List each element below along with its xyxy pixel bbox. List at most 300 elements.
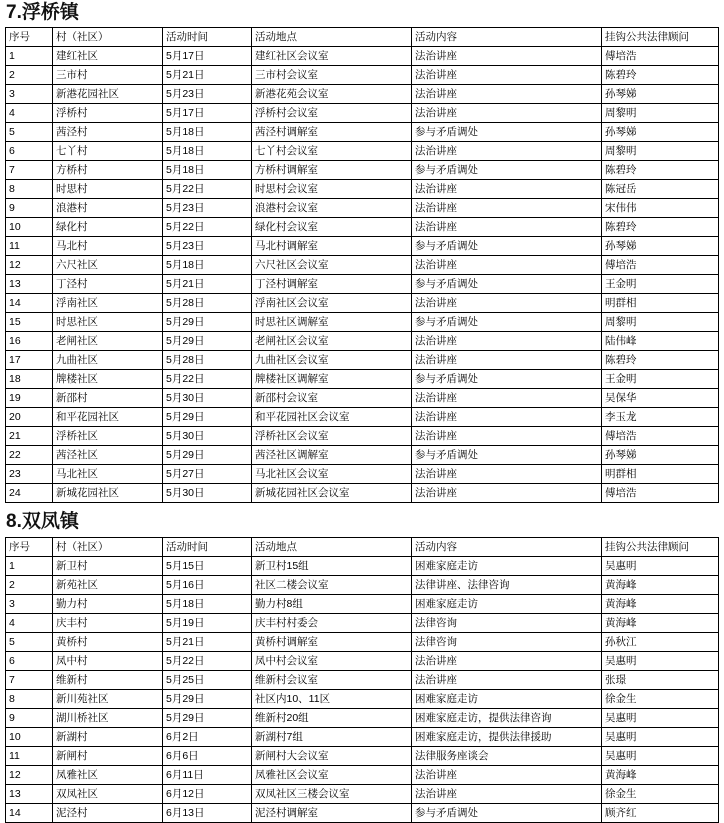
cell-village xyxy=(53,237,163,256)
cell-index xyxy=(6,427,53,446)
cell-text: 14 xyxy=(9,807,21,819)
cell-content xyxy=(412,66,602,85)
cell-text: 法治讲座 xyxy=(415,655,457,667)
cell-village xyxy=(53,332,163,351)
cell-content xyxy=(412,804,602,823)
cell-text: 5月28日 xyxy=(166,297,205,309)
cell-text: 困难家庭走访，提供法律咨询 xyxy=(415,712,552,724)
cell-content xyxy=(412,389,602,408)
cell-text: 5月29日 xyxy=(166,712,205,724)
cell-village xyxy=(53,389,163,408)
cell-advisor xyxy=(602,465,719,484)
cell-text: 九曲社区 xyxy=(56,354,98,366)
cell-advisor xyxy=(602,199,719,218)
cell-text: 黄海峰 xyxy=(605,769,637,781)
cell-content xyxy=(412,161,602,180)
cell-place xyxy=(252,557,412,576)
header-text: 活动内容 xyxy=(415,31,457,43)
cell-place xyxy=(252,766,412,785)
cell-text: 陈碧玲 xyxy=(605,354,637,366)
cell-place xyxy=(252,332,412,351)
cell-text: 维新村会议室 xyxy=(255,674,318,686)
cell-time xyxy=(163,47,252,66)
cell-place xyxy=(252,709,412,728)
col-header-advisor xyxy=(602,538,719,557)
cell-text: 6月11日 xyxy=(166,769,204,781)
cell-index xyxy=(6,294,53,313)
cell-text: 参与矛盾调处 xyxy=(415,240,478,252)
cell-text: 傅培浩 xyxy=(605,50,637,62)
cell-text: 新邵村会议室 xyxy=(255,392,318,404)
cell-text: 10 xyxy=(9,731,21,743)
cell-index xyxy=(6,766,53,785)
cell-time xyxy=(163,256,252,275)
table-row xyxy=(6,389,719,408)
cell-text: 绿化村 xyxy=(56,221,88,233)
cell-text: 凤雅社区 xyxy=(56,769,98,781)
cell-advisor xyxy=(602,351,719,370)
cell-time xyxy=(163,161,252,180)
cell-index xyxy=(6,614,53,633)
cell-text: 法治讲座 xyxy=(415,107,457,119)
cell-advisor xyxy=(602,408,719,427)
cell-advisor xyxy=(602,747,719,766)
cell-time xyxy=(163,633,252,652)
cell-index xyxy=(6,408,53,427)
cell-time xyxy=(163,728,252,747)
cell-text: 凤中村 xyxy=(56,655,88,667)
cell-text: 5月28日 xyxy=(166,354,205,366)
cell-text: 5月29日 xyxy=(166,411,205,423)
header-text: 序号 xyxy=(9,541,30,553)
cell-text: 6 xyxy=(9,145,15,157)
cell-text: 13 xyxy=(9,278,21,290)
cell-text: 浮南社区 xyxy=(56,297,98,309)
cell-text: 浮桥社区 xyxy=(56,430,98,442)
cell-index xyxy=(6,709,53,728)
cell-village xyxy=(53,161,163,180)
cell-text: 吴惠明 xyxy=(605,560,637,572)
cell-village xyxy=(53,690,163,709)
cell-advisor xyxy=(602,446,719,465)
cell-text: 新城花园社区 xyxy=(56,487,119,499)
cell-village xyxy=(53,294,163,313)
cell-text: 5月21日 xyxy=(166,278,205,290)
cell-time xyxy=(163,690,252,709)
cell-text: 16 xyxy=(9,335,21,347)
cell-text: 法律咨询 xyxy=(415,636,457,648)
cell-advisor xyxy=(602,104,719,123)
cell-text: 5月22日 xyxy=(166,221,205,233)
col-header-village xyxy=(53,28,163,47)
schedule-table-fuqiao xyxy=(5,27,719,503)
cell-index xyxy=(6,332,53,351)
cell-place xyxy=(252,576,412,595)
cell-content xyxy=(412,180,602,199)
cell-text: 绿化村会议室 xyxy=(255,221,318,233)
cell-advisor xyxy=(602,671,719,690)
cell-place xyxy=(252,294,412,313)
cell-text: 5月22日 xyxy=(166,373,205,385)
cell-text: 法治讲座 xyxy=(415,354,457,366)
cell-content xyxy=(412,633,602,652)
cell-text: 5月29日 xyxy=(166,335,205,347)
cell-content xyxy=(412,690,602,709)
cell-place xyxy=(252,484,412,503)
cell-text: 和平花园社区会议室 xyxy=(255,411,350,423)
cell-text: 七丫村 xyxy=(56,145,88,157)
cell-text: 马北社区 xyxy=(56,468,98,480)
cell-text: 18 xyxy=(9,373,21,385)
col-header-index xyxy=(6,538,53,557)
table-row xyxy=(6,614,719,633)
cell-village xyxy=(53,465,163,484)
cell-text: 六尺社区 xyxy=(56,259,98,271)
cell-advisor xyxy=(602,332,719,351)
cell-village xyxy=(53,633,163,652)
cell-text: 法治讲座 xyxy=(415,259,457,271)
cell-text: 12 xyxy=(9,259,21,271)
cell-advisor xyxy=(602,389,719,408)
cell-text: 牌楼社区调解室 xyxy=(255,373,329,385)
cell-text: 1 xyxy=(9,560,15,572)
table-body-shuangfeng xyxy=(6,557,719,823)
cell-advisor xyxy=(602,275,719,294)
cell-text: 5月18日 xyxy=(166,164,205,176)
cell-village xyxy=(53,256,163,275)
cell-time xyxy=(163,199,252,218)
cell-time xyxy=(163,180,252,199)
cell-content xyxy=(412,652,602,671)
cell-index xyxy=(6,237,53,256)
col-header-place xyxy=(252,28,412,47)
cell-text: 时思村 xyxy=(56,183,88,195)
cell-index xyxy=(6,275,53,294)
header-text: 村（社区） xyxy=(56,541,109,553)
cell-time xyxy=(163,804,252,823)
cell-text: 七丫村会议室 xyxy=(255,145,318,157)
cell-advisor xyxy=(602,47,719,66)
cell-text: 5月18日 xyxy=(166,126,205,138)
cell-place xyxy=(252,237,412,256)
cell-text: 12 xyxy=(9,769,21,781)
table-row xyxy=(6,408,719,427)
cell-text: 22 xyxy=(9,449,21,461)
cell-place xyxy=(252,218,412,237)
table-row xyxy=(6,595,719,614)
cell-index xyxy=(6,465,53,484)
cell-time xyxy=(163,85,252,104)
cell-text: 新闸村大会议室 xyxy=(255,750,329,762)
col-header-content xyxy=(412,28,602,47)
cell-time xyxy=(163,408,252,427)
cell-text: 吴惠明 xyxy=(605,750,637,762)
cell-time xyxy=(163,123,252,142)
cell-time xyxy=(163,446,252,465)
header-text: 活动内容 xyxy=(415,541,457,553)
table-header-shuangfeng xyxy=(6,538,719,557)
cell-text: 法治讲座 xyxy=(415,202,457,214)
cell-text: 明群相 xyxy=(605,468,637,480)
cell-advisor xyxy=(602,142,719,161)
cell-content xyxy=(412,199,602,218)
cell-text: 5 xyxy=(9,636,15,648)
cell-index xyxy=(6,180,53,199)
cell-index xyxy=(6,313,53,332)
cell-text: 方桥村 xyxy=(56,164,88,176)
cell-text: 六尺社区会议室 xyxy=(255,259,329,271)
cell-text: 9 xyxy=(9,712,15,724)
cell-text: 凤雅社区会议室 xyxy=(255,769,329,781)
cell-index xyxy=(6,123,53,142)
col-header-place xyxy=(252,538,412,557)
cell-text: 社区内10、11区 xyxy=(255,693,331,705)
cell-text: 时思村会议室 xyxy=(255,183,318,195)
cell-index xyxy=(6,85,53,104)
cell-text: 5月17日 xyxy=(166,50,205,62)
cell-place xyxy=(252,465,412,484)
header-text: 活动时间 xyxy=(166,31,208,43)
cell-text: 5月29日 xyxy=(166,693,205,705)
cell-advisor xyxy=(602,557,719,576)
cell-text: 徐金生 xyxy=(605,693,637,705)
cell-text: 困难家庭走访 xyxy=(415,598,478,610)
cell-content xyxy=(412,85,602,104)
cell-text: 5月22日 xyxy=(166,183,205,195)
cell-index xyxy=(6,256,53,275)
cell-text: 陆伟峰 xyxy=(605,335,637,347)
table-row xyxy=(6,465,719,484)
cell-text: 14 xyxy=(9,297,21,309)
cell-text: 三市村会议室 xyxy=(255,69,318,81)
cell-village xyxy=(53,557,163,576)
table-row xyxy=(6,218,719,237)
cell-village xyxy=(53,652,163,671)
cell-advisor xyxy=(602,85,719,104)
cell-text: 李玉龙 xyxy=(605,411,637,423)
cell-village xyxy=(53,85,163,104)
cell-content xyxy=(412,576,602,595)
cell-content xyxy=(412,446,602,465)
table-row xyxy=(6,161,719,180)
col-header-village xyxy=(53,538,163,557)
cell-index xyxy=(6,652,53,671)
cell-place xyxy=(252,199,412,218)
cell-text: 参与矛盾调处 xyxy=(415,807,478,819)
cell-text: 黄桥村调解室 xyxy=(255,636,318,648)
cell-content xyxy=(412,484,602,503)
table-row xyxy=(6,709,719,728)
cell-text: 6月12日 xyxy=(166,788,205,800)
cell-time xyxy=(163,294,252,313)
cell-text: 4 xyxy=(9,107,15,119)
header-row xyxy=(6,538,719,557)
table-row xyxy=(6,294,719,313)
cell-place xyxy=(252,614,412,633)
cell-time xyxy=(163,557,252,576)
cell-time xyxy=(163,275,252,294)
cell-village xyxy=(53,804,163,823)
cell-text: 法治讲座 xyxy=(415,674,457,686)
cell-text: 建红社区 xyxy=(56,50,98,62)
cell-text: 4 xyxy=(9,617,15,629)
cell-advisor xyxy=(602,576,719,595)
table-row xyxy=(6,484,719,503)
cell-village xyxy=(53,123,163,142)
cell-advisor xyxy=(602,66,719,85)
cell-text: 茜泾村 xyxy=(56,126,88,138)
table-row xyxy=(6,370,719,389)
cell-text: 新卫村 xyxy=(56,560,88,572)
cell-content xyxy=(412,294,602,313)
cell-time xyxy=(163,427,252,446)
table-row xyxy=(6,313,719,332)
cell-text: 法治讲座 xyxy=(415,221,457,233)
table-row xyxy=(6,576,719,595)
cell-text: 参与矛盾调处 xyxy=(415,316,478,328)
cell-text: 新苑社区 xyxy=(56,579,98,591)
cell-place xyxy=(252,313,412,332)
cell-text: 法治讲座 xyxy=(415,788,457,800)
cell-place xyxy=(252,161,412,180)
cell-text: 吴惠明 xyxy=(605,712,637,724)
cell-text: 明群相 xyxy=(605,297,637,309)
cell-text: 5月23日 xyxy=(166,240,205,252)
cell-advisor xyxy=(602,728,719,747)
cell-text: 5月23日 xyxy=(166,88,205,100)
col-header-advisor xyxy=(602,28,719,47)
cell-text: 孙琴娣 xyxy=(605,126,637,138)
cell-village xyxy=(53,709,163,728)
cell-text: 周黎明 xyxy=(605,107,637,119)
cell-text: 困难家庭走访，提供法律援助 xyxy=(415,731,552,743)
cell-place xyxy=(252,47,412,66)
cell-advisor xyxy=(602,427,719,446)
cell-text: 丁泾村 xyxy=(56,278,88,290)
cell-village xyxy=(53,142,163,161)
cell-place xyxy=(252,408,412,427)
table-row xyxy=(6,747,719,766)
table-body-fuqiao xyxy=(6,47,719,503)
cell-text: 黄海峰 xyxy=(605,579,637,591)
cell-text: 5月18日 xyxy=(166,598,205,610)
cell-text: 新湖村7组 xyxy=(255,731,303,743)
table-row xyxy=(6,427,719,446)
cell-text: 1 xyxy=(9,50,15,62)
cell-time xyxy=(163,313,252,332)
cell-text: 新卫村15组 xyxy=(255,560,309,572)
cell-advisor xyxy=(602,161,719,180)
cell-advisor xyxy=(602,218,719,237)
header-row xyxy=(6,28,719,47)
cell-index xyxy=(6,576,53,595)
cell-text: 孙琴娣 xyxy=(605,240,637,252)
table-row xyxy=(6,690,719,709)
cell-text: 21 xyxy=(9,430,21,442)
cell-text: 参与矛盾调处 xyxy=(415,164,478,176)
cell-time xyxy=(163,351,252,370)
cell-village xyxy=(53,576,163,595)
cell-text: 和平花园社区 xyxy=(56,411,119,423)
cell-village xyxy=(53,671,163,690)
cell-text: 17 xyxy=(9,354,21,366)
cell-content xyxy=(412,671,602,690)
cell-text: 马北村调解室 xyxy=(255,240,318,252)
cell-content xyxy=(412,785,602,804)
cell-village xyxy=(53,313,163,332)
cell-text: 吴惠明 xyxy=(605,731,637,743)
cell-text: 老闸社区 xyxy=(56,335,98,347)
cell-text: 浮南社区会议室 xyxy=(255,297,329,309)
section-title-fuqiao: 7.浮桥镇 xyxy=(6,2,79,23)
cell-index xyxy=(6,484,53,503)
cell-text: 23 xyxy=(9,468,21,480)
cell-index xyxy=(6,728,53,747)
cell-text: 5月18日 xyxy=(166,259,205,271)
cell-place xyxy=(252,389,412,408)
cell-text: 吴惠明 xyxy=(605,655,637,667)
cell-text: 参与矛盾调处 xyxy=(415,449,478,461)
table-row xyxy=(6,66,719,85)
cell-time xyxy=(163,389,252,408)
header-text: 序号 xyxy=(9,31,30,43)
cell-village xyxy=(53,595,163,614)
cell-place xyxy=(252,804,412,823)
cell-text: 浪港村 xyxy=(56,202,88,214)
cell-place xyxy=(252,256,412,275)
cell-text: 马北社区会议室 xyxy=(255,468,329,480)
cell-text: 维新村 xyxy=(56,674,88,686)
cell-time xyxy=(163,576,252,595)
cell-village xyxy=(53,484,163,503)
cell-content xyxy=(412,313,602,332)
cell-time xyxy=(163,785,252,804)
cell-advisor xyxy=(602,690,719,709)
cell-place xyxy=(252,123,412,142)
cell-content xyxy=(412,557,602,576)
cell-text: 13 xyxy=(9,788,21,800)
cell-text: 3 xyxy=(9,88,15,100)
cell-text: 周黎明 xyxy=(605,145,637,157)
cell-text: 10 xyxy=(9,221,21,233)
table-row xyxy=(6,446,719,465)
cell-text: 宋伟伟 xyxy=(605,202,637,214)
table-row xyxy=(6,123,719,142)
cell-text: 张璟 xyxy=(605,674,626,686)
col-header-index xyxy=(6,28,53,47)
cell-index xyxy=(6,671,53,690)
cell-time xyxy=(163,104,252,123)
table-row xyxy=(6,351,719,370)
cell-village xyxy=(53,66,163,85)
cell-text: 陈冠岳 xyxy=(605,183,637,195)
cell-text: 吴保华 xyxy=(605,392,637,404)
cell-text: 5月21日 xyxy=(166,69,205,81)
cell-content xyxy=(412,709,602,728)
cell-text: 5月30日 xyxy=(166,487,205,499)
cell-time xyxy=(163,218,252,237)
table-row xyxy=(6,142,719,161)
cell-time xyxy=(163,595,252,614)
table-row xyxy=(6,804,719,823)
cell-text: 庆丰村村委会 xyxy=(255,617,318,629)
cell-place xyxy=(252,728,412,747)
cell-text: 马北村 xyxy=(56,240,88,252)
cell-advisor xyxy=(602,123,719,142)
cell-text: 丁泾村调解室 xyxy=(255,278,318,290)
cell-text: 参与矛盾调处 xyxy=(415,278,478,290)
cell-place xyxy=(252,370,412,389)
